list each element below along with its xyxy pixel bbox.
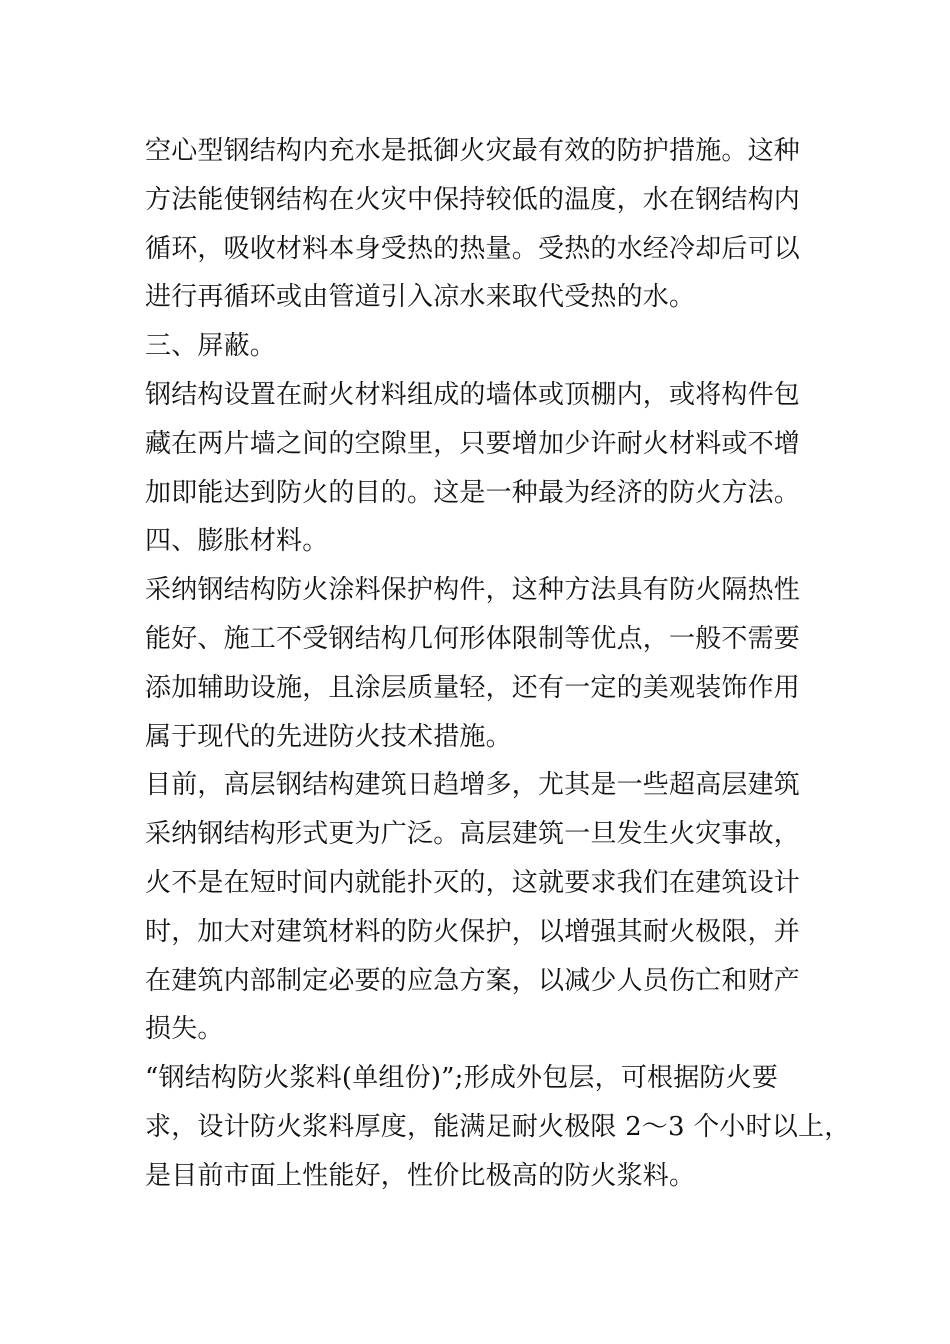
text-line: 求，设计防火浆料厚度，能满足耐火极限 2～3 个小时以上， — [145, 1111, 851, 1142]
text-line: 火不是在短时间内就能扑灭的，这就要求我们在建筑设计 — [145, 867, 801, 898]
text-line: 时，加大对建筑材料的防火保护，以增强其耐火极限，并 — [145, 916, 801, 947]
text-line: 循环，吸收材料本身受热的热量。受热的水经冷却后可以 — [145, 233, 801, 264]
text-line: 方法能使钢结构在火灾中保持较低的温度，水在钢结构内 — [145, 184, 801, 215]
text-line: 是目前市面上性能好，性价比极高的防火浆料。 — [145, 1160, 696, 1191]
body-text — [145, 127, 851, 1201]
text-line: 进行再循环或由管道引入凉水来取代受热的水。 — [145, 282, 696, 313]
text-line: 藏在两片墙之间的空隙里，只要增加少许耐火材料或不增 — [145, 428, 801, 459]
text-line: 添加辅助设施，且涂层质量轻，还有一定的美观装饰作用 — [145, 672, 801, 703]
text-line: 能好、施工不受钢结构几何形体限制等优点，一般不需要 — [145, 623, 801, 654]
text-line: 在建筑内部制定必要的应急方案，以减少人员伤亡和财产 — [145, 965, 801, 996]
text-line: 目前，高层钢结构建筑日趋增多，尤其是一些超高层建筑 — [145, 770, 801, 801]
text-line: 属于现代的先进防火技术措施。 — [145, 721, 512, 752]
section-heading-shielding: 三、屏蔽。 — [145, 331, 277, 362]
text-line: 空心型钢结构内充水是抵御火灾最有效的防护措施。这种 — [145, 136, 801, 166]
text-line: 采纳钢结构形式更为广泛。高层建筑一旦发生火灾事故， — [145, 819, 801, 850]
text-line: 加即能达到防火的目的。这是一种最为经济的防火方法。 — [145, 477, 801, 508]
section-heading-intumescent: 四、膨胀材料。 — [145, 526, 329, 557]
text-line: “钢结构防火浆料(单组份)”;形成外包层，可根据防火要 — [145, 1063, 779, 1094]
text-line: 钢结构设置在耐火材料组成的墙体或顶棚内，或将构件包 — [145, 379, 801, 410]
text-line: 采纳钢结构防火涂料保护构件，这种方法具有防火隔热性 — [145, 575, 801, 606]
text-line: 损失。 — [145, 1014, 224, 1045]
